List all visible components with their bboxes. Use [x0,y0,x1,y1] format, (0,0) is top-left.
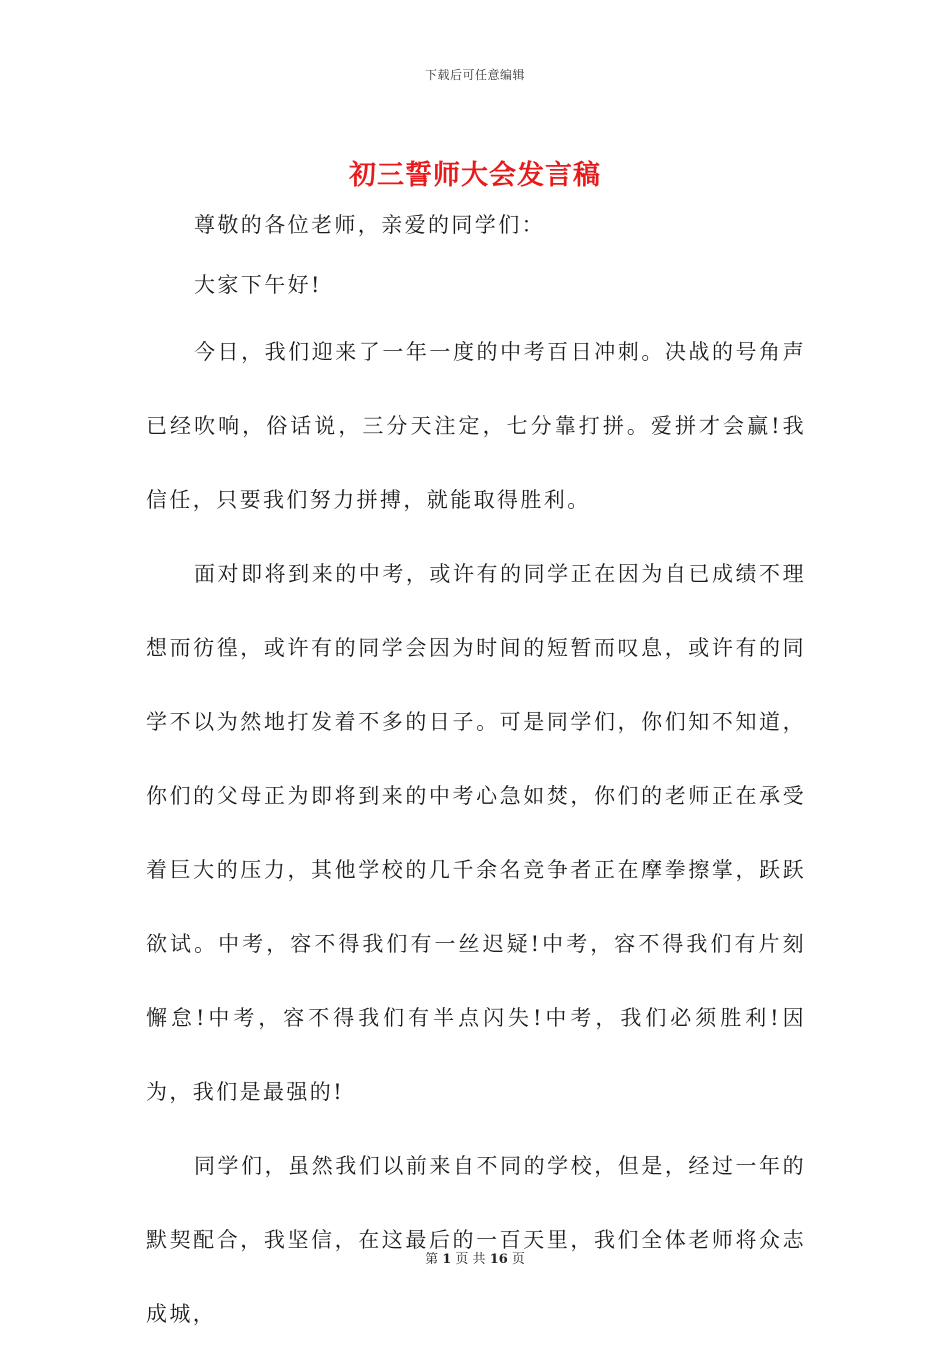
paragraph-3: 同学们，虽然我们以前来自不同的学校，但是，经过一年的默契配合，我坚信，在这最后的一百天里，我们全体老师将众志成城， [146,1154,806,1326]
paragraph-greeting: 大家下午好! [194,273,322,297]
total-page-count: 16 [489,1252,508,1267]
document-title: 初三誓师大会发言稿 [349,160,601,191]
document-body [146,195,806,1351]
footer-middle: 页 共 [455,1252,486,1267]
paragraph-2: 面对即将到来的中考，或许有的同学正在因为自已成绩不理想而彷徨，或许有的同学会因为时间的短暂而叹息，或许有的同学不以为然地打发着不多的日子。可是同学们，你们知不知道，你们的父母正为即将到来的中考心急如焚，你们的老师正在承受着巨大的压力，其他学校的几千余名竞争者正在摩拳擦掌，跃跃欲试。中考，容不得我们有一丝迟疑!中考，容不得我们有片刻懈怠!中考，容不得我们有半点闪失!中考，我们必须胜利!因为，我们是最强的! [146,562,806,1104]
page-footer [0,1248,950,1267]
paragraph-1: 今日，我们迎来了一年一度的中考百日冲刺。决战的号角声已经吹响，俗话说，三分天注定，七分靠打拼。爱拼才会赢!我信任，只要我们努力拼搏，就能取得胜利。 [146,340,806,512]
header-note: 下载后可任意编辑 [424,68,525,82]
current-page-number: 1 [442,1252,452,1267]
footer-suffix: 页 [511,1252,525,1267]
paragraph-salutation: 尊敬的各位老师，亲爱的同学们： [194,213,545,237]
footer-prefix: 第 [425,1252,439,1267]
